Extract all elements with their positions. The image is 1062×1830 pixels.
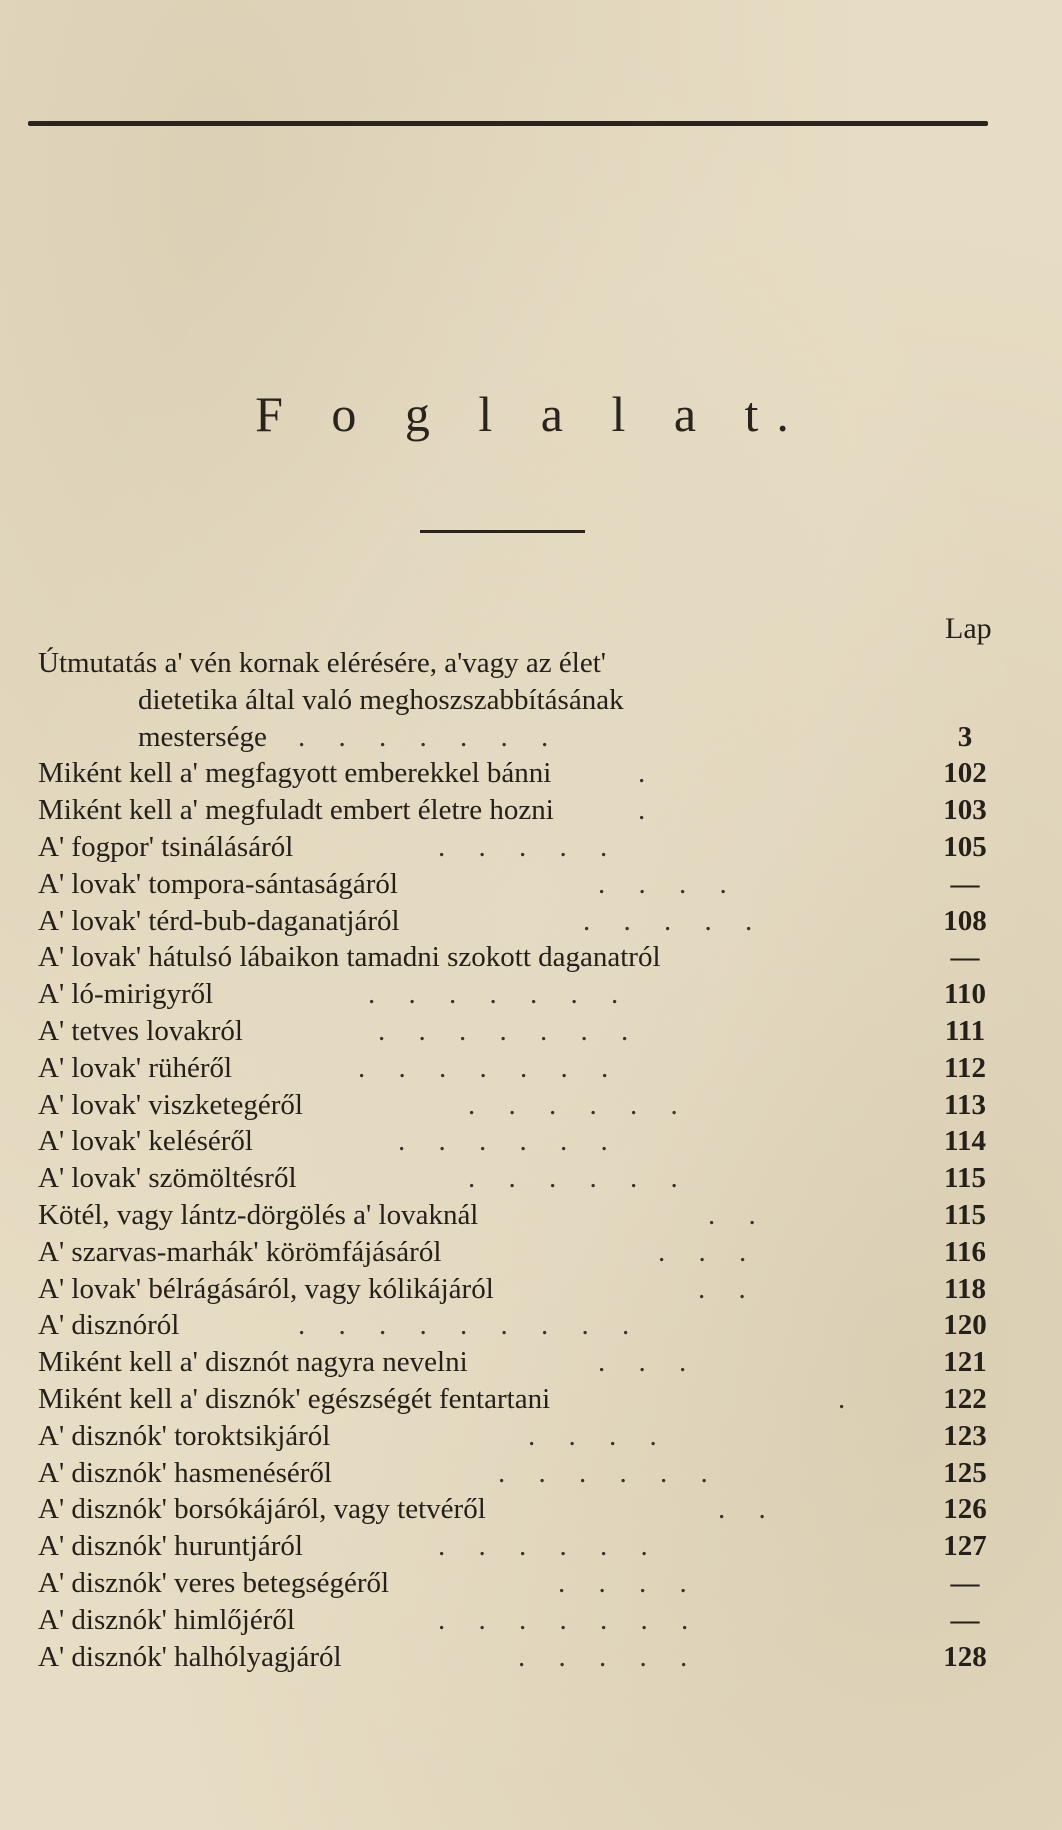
leader-dots: . . . . . .: [438, 1530, 661, 1563]
toc-entry-title: A' ló-mirigyről: [38, 978, 214, 1011]
leader-dots: . . . . . . .: [358, 1051, 622, 1084]
toc-entry-page: 111: [944, 1014, 986, 1047]
leader-dots: . . . . .: [518, 1640, 701, 1673]
toc-entry: [38, 1050, 1000, 1087]
toc-entry-page: 103: [943, 794, 987, 827]
toc-entry: [38, 719, 1000, 756]
toc-entry-page: 102: [943, 757, 987, 790]
toc-entry-page: 118: [944, 1272, 986, 1305]
leader-dots: . . . . . . .: [368, 978, 632, 1011]
toc-entry: [38, 1455, 1000, 1492]
toc-entry-title: Miként kell a' megfagyott emberekkel bánni: [38, 757, 552, 790]
leader-dots: . . . .: [528, 1419, 670, 1452]
toc-entry: [38, 792, 1000, 829]
toc-entry: [38, 976, 1000, 1013]
toc-entry-title: A' disznók' veres betegségéről: [38, 1566, 390, 1599]
leader-dots: . . . . . . .: [298, 720, 562, 753]
toc-entry-title: A' disznók' borsókájáról, vagy tetvéről: [38, 1493, 486, 1526]
toc-entry-title: A' lovak' viszketegéről: [38, 1088, 303, 1121]
toc-entry: [38, 755, 1000, 792]
toc-entry-title: A' tetves lovakról: [38, 1014, 243, 1047]
toc-entry: [38, 1344, 1000, 1381]
toc-entry-page: 128: [943, 1640, 987, 1673]
toc-entry-title: A' lovak' tompora-sántaságáról: [38, 867, 398, 900]
toc-entry-page: —: [950, 1566, 980, 1599]
leader-dots: . . . .: [558, 1566, 700, 1599]
toc-entry-title: A' lovak' bélrágásáról, vagy kólikájáról: [38, 1272, 494, 1305]
leader-dots: . . . . . . . . .: [298, 1309, 643, 1342]
leader-dots: . . . . .: [583, 904, 766, 937]
leader-dots: . . . . . . .: [378, 1014, 642, 1047]
toc-entry-title: dietetika által való meghoszszabbításának: [138, 683, 624, 716]
top-rule: [28, 121, 988, 126]
toc-entry: [38, 1271, 1000, 1308]
toc-entry: [38, 829, 1000, 866]
toc-entry-title: mestersége: [138, 720, 267, 753]
toc-entry: [38, 1639, 1000, 1676]
toc-entry-page: 114: [944, 1125, 986, 1158]
toc-entry-title: A' fogpor' tsinálásáról: [38, 830, 294, 863]
toc-entry: [38, 866, 1000, 903]
toc-entry: [38, 1197, 1000, 1234]
leader-dots: . .: [718, 1493, 779, 1526]
toc-entry-title: A' disznók' huruntjáról: [38, 1530, 303, 1563]
toc-entry: [38, 1491, 1000, 1528]
toc-entry-title: A' disznók' toroktsikjáról: [38, 1419, 331, 1452]
table-of-contents: [38, 645, 1000, 1675]
toc-entry: [38, 1123, 1000, 1160]
leader-dots: . . .: [658, 1235, 760, 1268]
toc-entry: [38, 1528, 1000, 1565]
leader-dots: . . .: [598, 1346, 700, 1379]
toc-entry-page: 126: [943, 1493, 987, 1526]
leader-dots: .: [838, 1382, 859, 1415]
toc-entry: [38, 1418, 1000, 1455]
toc-entry-page: 115: [944, 1162, 986, 1195]
title-divider: [420, 530, 585, 533]
toc-entry-page: 121: [943, 1346, 987, 1379]
toc-entry-title: A' lovak' rühéről: [38, 1051, 233, 1084]
toc-entry-page: 120: [943, 1309, 987, 1342]
toc-entry-page: 108: [943, 904, 987, 937]
toc-entry: [38, 682, 1000, 719]
toc-entry: [38, 1087, 1000, 1124]
toc-entry-page: —: [950, 1603, 980, 1636]
toc-entry-page: 127: [943, 1530, 987, 1563]
toc-entry-title: A' lovak' térd-bub-daganatjáról: [38, 904, 400, 937]
toc-entry-title: A' disznók' himlőjéről: [38, 1603, 295, 1636]
toc-entry-title: A' disznók' halhólyagjáról: [38, 1640, 342, 1673]
toc-entry: [38, 645, 1000, 682]
leader-dots: . .: [698, 1272, 759, 1305]
leader-dots: . .: [708, 1198, 769, 1231]
leader-dots: . . . . . .: [468, 1162, 691, 1195]
toc-entry-title: Útmutatás a' vén kornak elérésére, a'vagy az élet': [38, 647, 607, 679]
toc-entry-page: 116: [944, 1235, 986, 1268]
toc-entry-title: A' disznók' hasmenéséről: [38, 1456, 332, 1489]
page-title: F o g l a l a t.: [255, 386, 807, 442]
toc-entry-page: 115: [944, 1198, 986, 1231]
leader-dots: . . . . . .: [498, 1456, 721, 1489]
toc-entry-title: Miként kell a' megfuladt embert életre hozni: [38, 794, 554, 827]
toc-entry-title: A' szarvas-marhák' körömfájásáról: [38, 1235, 442, 1268]
page-column-header: Lap: [945, 612, 992, 645]
toc-entry-page: 110: [944, 978, 986, 1011]
leader-dots: . . . . .: [438, 830, 621, 863]
leader-dots: .: [638, 794, 659, 827]
toc-entry-page: —: [950, 941, 980, 974]
toc-entry-title: A' disznóról: [38, 1309, 180, 1342]
toc-entry-page: 125: [943, 1456, 987, 1489]
toc-entry-title: A' lovak' keléséről: [38, 1125, 253, 1158]
toc-entry-page: 113: [944, 1088, 986, 1121]
toc-entry-title: Miként kell a' disznók' egészségét fentartani: [38, 1382, 551, 1415]
toc-entry: [38, 1565, 1000, 1602]
toc-entry: [38, 1381, 1000, 1418]
toc-entry-page: 122: [943, 1382, 987, 1415]
toc-entry: [38, 1234, 1000, 1271]
toc-entry-title: A' lovak' hátulsó lábaikon tamadni szokott daganatról: [38, 941, 661, 974]
toc-entry-page: 123: [943, 1419, 987, 1452]
toc-entry: [38, 1307, 1000, 1344]
toc-entry-title: Miként kell a' disznót nagyra nevelni: [38, 1346, 468, 1379]
leader-dots: . . . . . . .: [438, 1603, 702, 1636]
toc-entry: [38, 1602, 1000, 1639]
toc-entry-title: A' lovak' szömöltésről: [38, 1162, 297, 1195]
leader-dots: . . . .: [598, 867, 740, 900]
toc-entry: [38, 903, 1000, 940]
leader-dots: . . . . . .: [398, 1125, 621, 1158]
toc-entry-page: —: [950, 867, 980, 900]
leader-dots: .: [638, 757, 659, 790]
toc-entry-page: 112: [944, 1051, 986, 1084]
toc-entry-page: 105: [943, 830, 987, 863]
toc-entry: [38, 1160, 1000, 1197]
toc-entry: [38, 1013, 1000, 1050]
toc-entry-title: Kötél, vagy lántz-dörgölés a' lovaknál: [38, 1198, 479, 1231]
toc-entry: [38, 939, 1000, 976]
leader-dots: . . . . . .: [468, 1088, 691, 1121]
toc-entry-page: 3: [957, 720, 973, 753]
